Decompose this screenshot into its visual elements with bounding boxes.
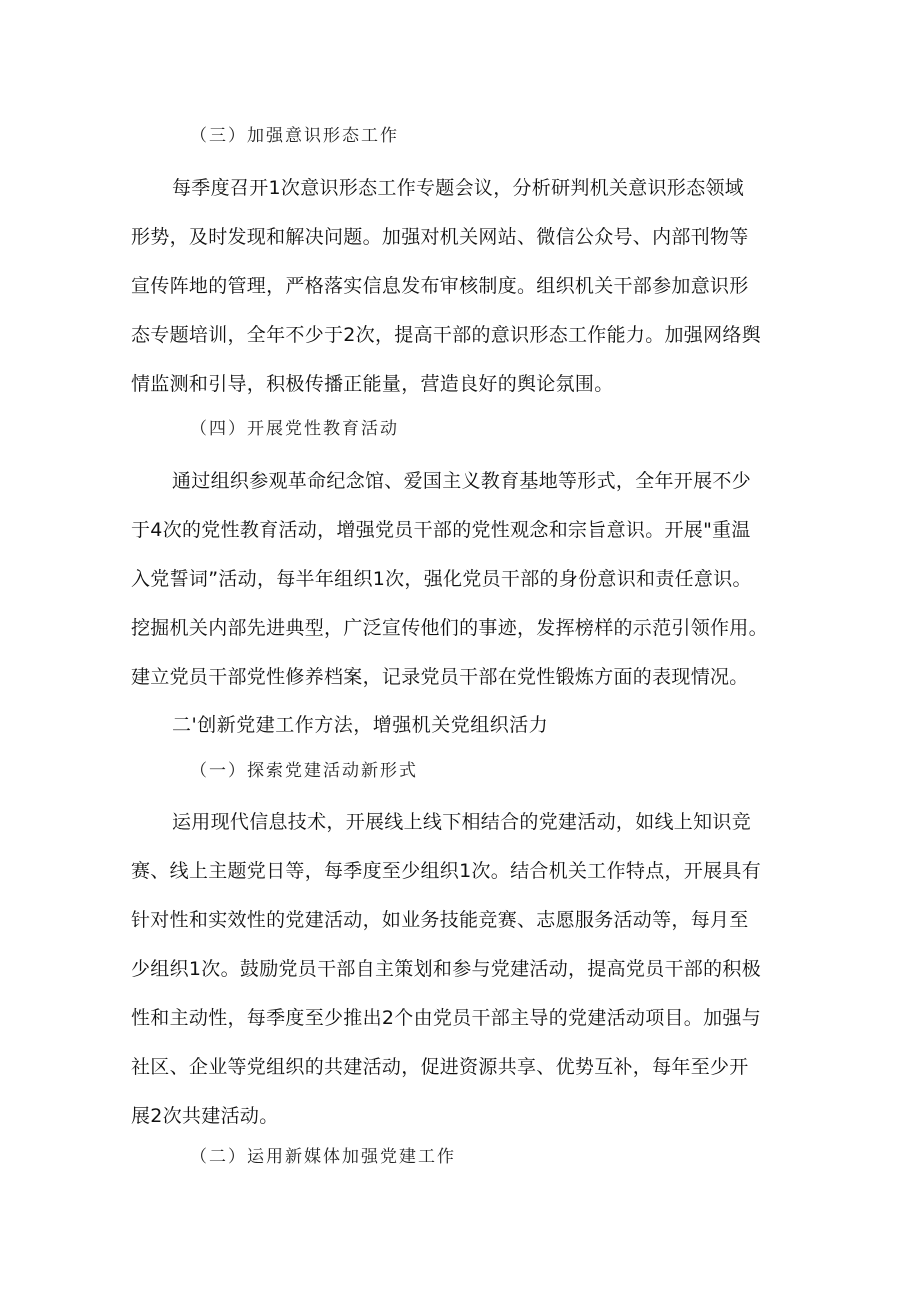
paragraph-line: 社区、企业等党组织的共建活动，促进资源共享、优势互补，每年至少开 xyxy=(131,1056,749,1078)
paragraph-line: 赛、线上主题党日等，每季度至少组织1次。结合机关工作特点，开展具有 xyxy=(131,860,761,882)
paragraph-line: 每季度召开1次意识形态工作专题会议，分析研判机关意识形态领域 xyxy=(172,177,745,199)
heading-new-media: （二）运用新媒体加强党建工作 xyxy=(190,1147,456,1167)
paragraph-line: 挖掘机关内部先进典型，广泛宣传他们的事迹，发挥榜样的示范引领作用。 xyxy=(131,617,768,639)
paragraph-line: 态专题培训，全年不少于2次，提高干部的意识形态工作能力。加强网络舆 xyxy=(131,324,761,346)
heading-party-education: （四）开展党性教育活动 xyxy=(190,419,399,439)
paragraph-line: 通过组织参观革命纪念馆、爱国主义教育基地等形式，全年开展不少 xyxy=(172,470,752,492)
heading-strengthen-ideology: （三）加强意识形态工作 xyxy=(190,126,399,146)
paragraph-line: 形势，及时发现和解决问题。加强对机关网站、微信公众号、内部刊物等 xyxy=(131,226,749,248)
paragraph-line: 入党誓词”活动，每半年组织1次，强化党员干部的身份意识和责任意识。 xyxy=(131,568,752,590)
paragraph-line: 情监测和引导，积极传播正能量，营造良好的舆论氛围。 xyxy=(131,373,614,395)
paragraph-line: 运用现代信息技术，开展线上线下相结合的党建活动，如线上知识竞 xyxy=(172,811,752,833)
paragraph-line: 于4次的党性教育活动，增强党员干部的党性观念和宗旨意识。开展"重温 xyxy=(131,519,751,541)
paragraph-line: 少组织1次。鼓励党员干部自主策划和参与党建活动，提高党员干部的积极 xyxy=(131,958,761,980)
paragraph-line: 建立党员干部党性修养档案，记录党员干部在党性锻炼方面的表现情况。 xyxy=(131,666,749,688)
paragraph-line: 性和主动性，每季度至少推出2个由党员干部主导的党建活动项目。加强与 xyxy=(131,1007,761,1029)
paragraph-line: 宣传阵地的管理，严格落实信息发布审核制度。组织机关干部参加意识形 xyxy=(131,275,749,297)
heading-explore-new-forms: （一）探索党建活动新形式 xyxy=(190,761,418,781)
paragraph-line: 展2次共建活动。 xyxy=(131,1105,279,1127)
paragraph-line: 针对性和实效性的党建活动，如业务技能竞赛、志愿服务活动等，每月至 xyxy=(131,909,749,931)
section-heading-innovate-methods: 二'创新党建工作方法，增强机关党组织活力 xyxy=(172,714,549,736)
